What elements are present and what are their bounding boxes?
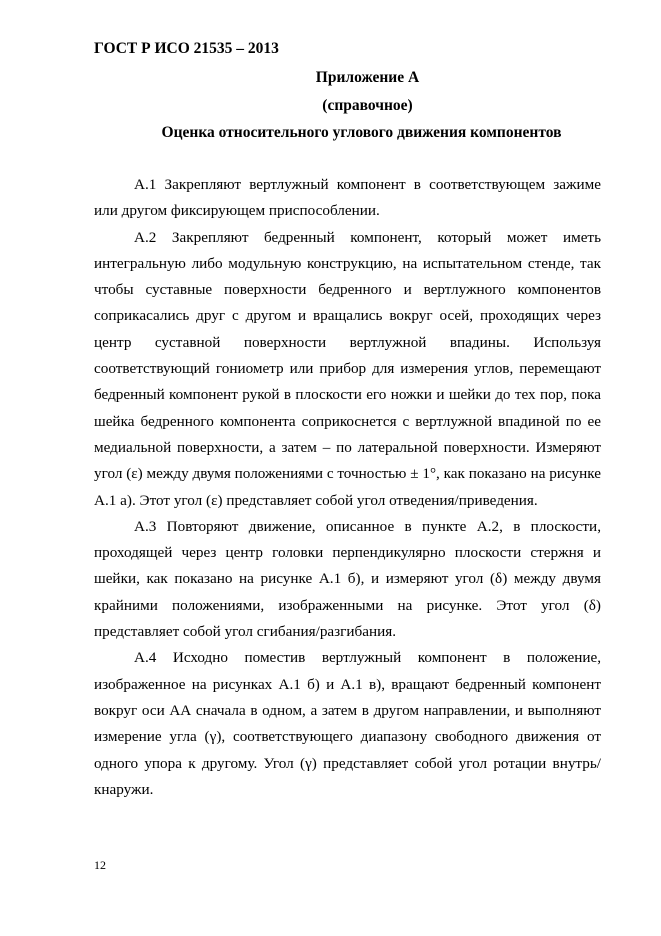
paragraph-a1: А.1 Закрепляют вертлужный компонент в соответствующем зажиме или другом фиксирующем приспособлении. [94, 176, 601, 220]
appendix-title: Приложение А [315, 69, 420, 86]
body-text [94, 172, 601, 803]
paragraph-a2: А.2 Закрепляют бедренный компонент, который может иметь интегральную либо модульную конструкцию, на испытательном стенде, так чтобы суставные поверхности бедренного и вертлужного компонентов соприкасались друг с другом и вращались вокруг осей, проходящих через центр суставной поверхности вертлужной впадины. Используя соответствующий гониометр или прибор для измерения углов, перемещают бедренный компонент рукой в плоскости его ножки и шейки до тех пор, пока шейка бедренного компонента соприкоснется с вертлужной впадиной по ее медиальной поверхности, а затем – по латеральной поверхности. Измеряют угол (ε) между двумя положениями с точностью ± 1°, как показано на рисунке А.1 а). Этот угол (ε) представляет собой угол отведения/приведения. [94, 228, 601, 509]
paragraph-a3: А.3 Повторяют движение, описанное в пункте А.2, в плоскости, проходящей через центр головки перпендикулярно плоскости стержня и шейки, как показано на рисунке А.1 б), и измеряют угол (δ) между двумя крайними положениями, изображенными на рисунке. Этот угол (δ) представляет собой угол сгибания/разгибания. [94, 517, 601, 641]
page-number: 12 [94, 858, 106, 872]
document-code-header: ГОСТ Р ИСО 21535 – 2013 [94, 40, 279, 57]
appendix-subtitle: (справочное) [322, 97, 413, 114]
paragraph-a4: А.4 Исходно поместив вертлужный компонент в положение, изображенное на рисунках А.1 б) и А.1 в), вращают бедренный компонент вокруг оси АА сначала в одном, а затем в другом направлении, и выполняют измерение угла (γ), соответствующего диапазону свободного движения от одного упора к другому. Угол (γ) представляет собой угол ротации внутрь/кнаружи. [94, 649, 601, 798]
appendix-heading: Оценка относительного углового движения компонентов [161, 124, 562, 141]
